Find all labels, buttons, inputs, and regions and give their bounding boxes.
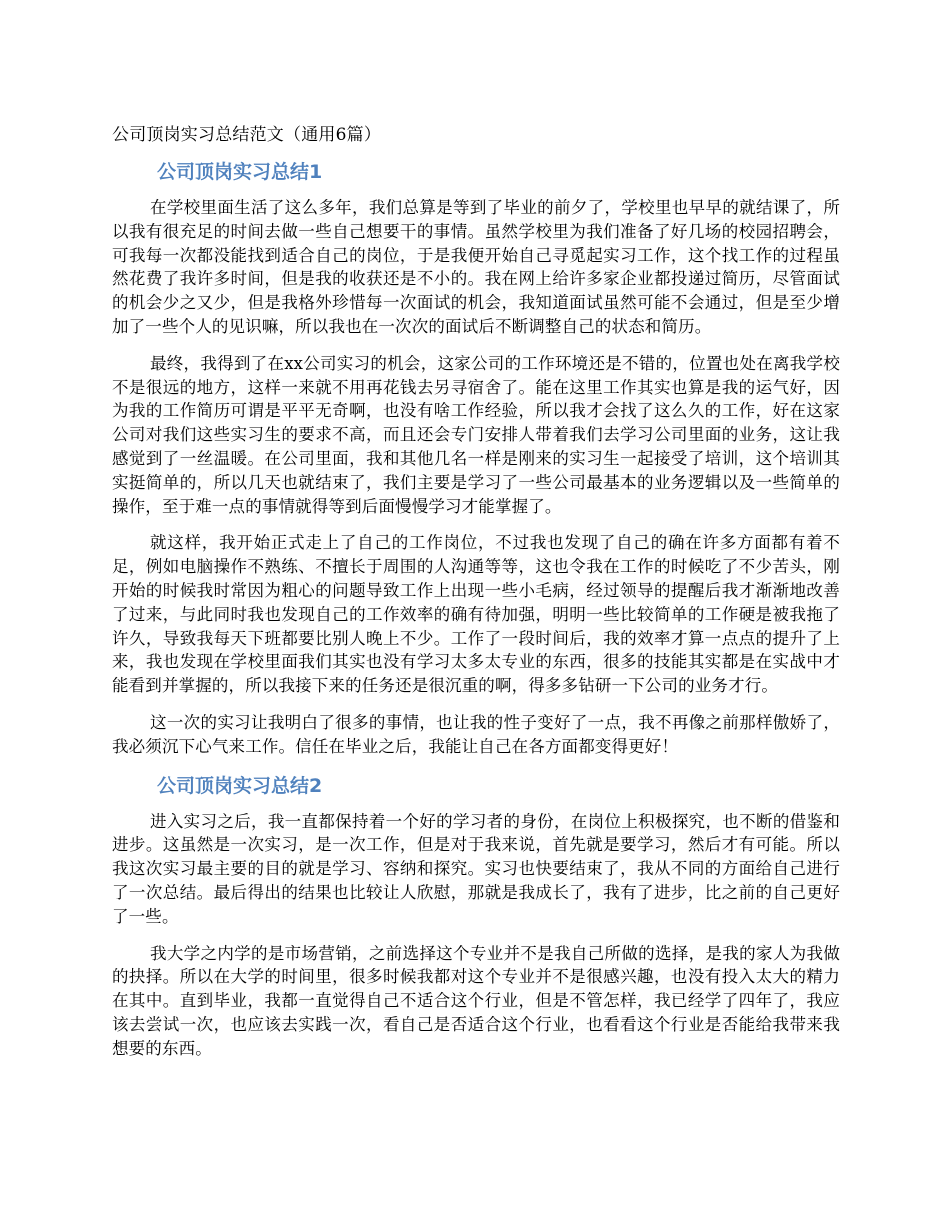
section-heading-2: 公司顶岗实习总结2 [157, 774, 323, 797]
paragraph: 就这样，我开始正式走上了自己的工作岗位，不过我也发现了自己的确在许多方面都有着不足，例如电脑操作不熟练、不擅长于周围的人沟通等等，这也令我在工作的时候吃了不少苦头，刚开始的时候我时常因为粗心的问题导致工作上出现一些小毛病，经过领导的提醒后我才渐渐地改善了过来，与此同时我也发现自己的工作效率的确有待加强，明明一些比较简单的工作硬是被我拖了许久，导致我每天下班都要比别人晚上不少。工作了一段时间后，我的效率才算一点点的提升了上来，我也发现在学校里面我们其实也没有学习太多太专业的东西，很多的技能其实都是在实战中才能看到并掌握的，所以我接下来的任务还是很沉重的啊，得多多钻研一下公司的业务才行。 [112, 533, 840, 696]
document-title: 公司顶岗实习总结范文（通用6篇） [112, 125, 382, 145]
paragraph: 这一次的实习让我明白了很多的事情，也让我的性子变好了一点，我不再像之前那样傲娇了，我必须沉下心气来工作。信任在毕业之后，我能让自己在各方面都变得更好！ [112, 712, 840, 756]
paragraph: 进入实习之后，我一直都保持着一个好的学习者的身份，在岗位上积极探究，也不断的借鉴和进步。这虽然是一次实习，是一次工作，但是对于我来说，首先就是要学习，然后才有可能。所以我这次实习最主要的目的就是学习、容纳和探究。实习也快要结束了，我从不同的方面给自己进行了一次总结。最后得出的结果也比较让人欣慰，那就是我成长了，我有了进步，比之前的自己更好了一些。 [112, 811, 840, 926]
paragraph: 最终，我得到了在xx公司实习的机会，这家公司的工作环境还是不错的，位置也处在离我学校不是很远的地方，这样一来就不用再花钱去另寻宿舍了。能在这里工作其实也算是我的运气好，因为我的工作简历可谓是平平无奇啊，也没有啥工作经验，所以我才会找了这么久的工作，好在这家公司对我们这些实习生的要求不高，而且还会专门安排人带着我们去学习公司里面的业务，这让我感觉到了一丝温暖。在公司里面，我和其他几名一样是刚来的实习生一起接受了培训，这个培训其实挺简单的，所以几天也就结束了，我们主要是学习了一些公司最基本的业务逻辑以及一些简单的操作，至于难一点的事情就得等到后面慢慢学习才能掌握了。 [112, 353, 840, 516]
document-body [112, 122, 840, 1074]
paragraph: 我大学之内学的是市场营销，之前选择这个专业并不是我自己所做的选择，是我的家人为我做的抉择。所以在大学的时间里，很多时候我都对这个专业并不是很感兴趣，也没有投入太大的精力在其中。直到毕业，我都一直觉得自己不适合这个行业，但是不管怎样，我已经学了四年了，我应该去尝试一次，也应该去实践一次，看自己是否适合这个行业，也看看这个行业是否能给我带来我想要的东西。 [112, 943, 840, 1058]
paragraph: 在学校里面生活了这么多年，我们总算是等到了毕业的前夕了，学校里也早早的就结课了，所以我有很充足的时间去做一些自己想要干的事情。虽然学校里为我们准备了好几场的校园招聘会，可我每一次都没能找到适合自己的岗位，于是我便开始自己寻觅起实习工作，这个找工作的过程虽然花费了我许多时间，但是我的收获还是不小的。我在网上给许多家企业都投递过简历，尽管面试的机会少之又少，但是我格外珍惜每一次面试的机会，我知道面试虽然可能不会通过，但是至少增加了一些个人的见识嘛，所以我也在一次次的面试后不断调整自己的状态和简历。 [112, 198, 840, 336]
section-heading-1: 公司顶岗实习总结1 [157, 161, 323, 183]
